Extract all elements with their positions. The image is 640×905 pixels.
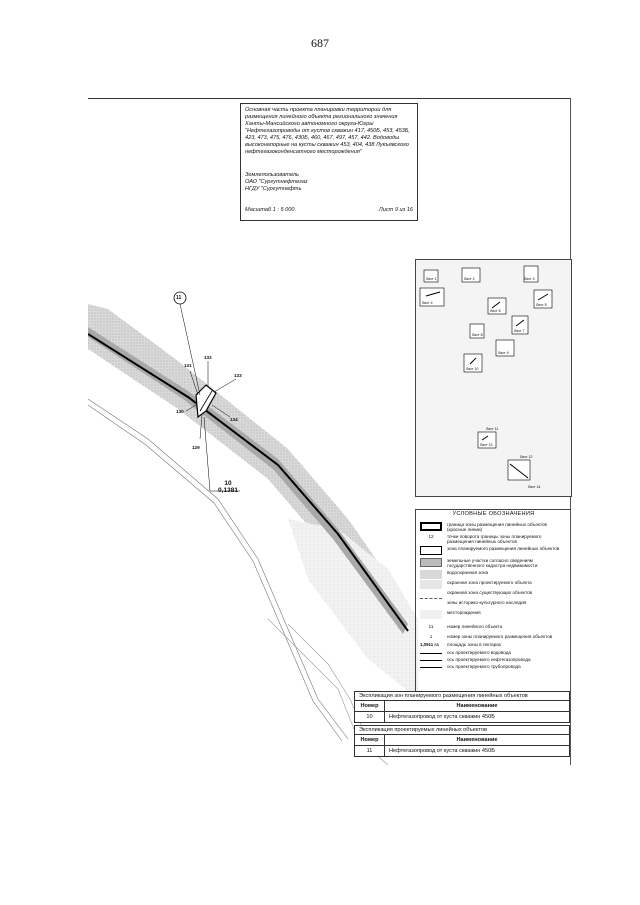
point-label-133: 133 xyxy=(234,373,242,378)
objects-row-name: Нефтегазопровод от куста скважин 450Б xyxy=(389,748,495,754)
zones-row-name: Нефтегазопровод от куста скважин 450Б xyxy=(389,714,495,720)
inset-sheet-5: Лист 5 xyxy=(536,303,547,307)
objects-col-name: Наименование xyxy=(385,735,569,746)
zone-area: 0,1381 xyxy=(218,487,238,494)
inset-sheet-7: Лист 7 xyxy=(514,329,525,333)
map-scale: Масштаб 1 : 5 000 xyxy=(245,207,295,213)
map-circle-label: 11 xyxy=(176,295,182,301)
owner-division: НГДУ "Сургутнефть xyxy=(245,186,302,192)
legend-item: земельные участки согласно сведениям государственного кадастра недвижимости xyxy=(420,558,567,569)
zones-table xyxy=(354,691,570,723)
objects-row-number: 11 xyxy=(355,746,385,756)
legend-item: 12 точки поворота границы зоны планируемого размещения линейных объектов xyxy=(428,534,542,545)
legend-item: ось проектируемого трубопровода xyxy=(420,664,567,669)
legend-point-number: 12 xyxy=(428,534,434,539)
objects-table-caption: Экспликация проектируемых линейных объектов xyxy=(355,726,569,735)
legend-item: ось проектируемого нефтегазопровода xyxy=(420,657,567,662)
land-area xyxy=(288,519,418,699)
inset-sheet-4: Лист 4 xyxy=(422,301,433,305)
zone-number: 10 xyxy=(224,480,232,487)
legend-item: охранная зона существующих объектов xyxy=(420,590,567,599)
sheet-number: Лист 9 из 16 xyxy=(378,207,413,213)
legend-item: граница зоны размещения линейных объектов (красные линии) xyxy=(420,522,567,533)
road-line-2 xyxy=(88,405,342,741)
legend-item: охранная зона проектируемого объекта xyxy=(420,580,567,589)
legend-item: 1 номер зоны планируемого размещения объектов xyxy=(429,634,553,639)
map-sheet xyxy=(88,98,571,765)
legend-area-sample: 1,0911 га xyxy=(420,642,439,647)
owner-label: Землепользователь xyxy=(245,172,299,178)
zones-table-caption: Экспликация зон планируемого размещения линейных объектов xyxy=(355,692,569,701)
legend-item: ось проектируемого водовода xyxy=(420,650,567,655)
legend-object-number: 11 xyxy=(428,624,434,629)
project-title: Основная часть проекта планировки территории для размещения линейного объекта регионального значения Ханты-Мансийского автономного округа-Югры "Нефтегазопроводы от кустов скважин 417, 450Б, 453, 453Б, 423, 473, 475, 476, 430Б, 460, 467, 497, 457, 442. Водоводы высоконапорные на кусты скважин 453, 404, 438 Лукъявского нефтегазоконденсатного месторождения" xyxy=(245,107,410,155)
inset-sheet-1: Лист 1 xyxy=(426,277,437,281)
point-label-131: 131 xyxy=(184,363,192,368)
page-number: 687 xyxy=(311,36,329,50)
legend-item: месторождения xyxy=(420,610,567,619)
point-label-130: 130 xyxy=(176,409,184,414)
legend-item: 11 номер линейного объекта xyxy=(428,624,503,629)
zones-row-number: 10 xyxy=(355,712,385,722)
legend-item: водоохранная зона xyxy=(420,570,567,579)
objects-table xyxy=(354,725,570,757)
legend-title: УСЛОВНЫЕ ОБОЗНАЧЕНИЯ xyxy=(452,511,535,517)
overview-map xyxy=(416,260,571,496)
point-label-134: 134 xyxy=(230,417,238,422)
inset-sheet-3: Лист 3 xyxy=(524,277,535,281)
zone-number-label xyxy=(216,480,240,494)
point-label-132: 132 xyxy=(204,355,212,360)
inset-sheet-6: Лист 6 xyxy=(490,309,501,313)
zones-col-number: Номер xyxy=(355,701,385,712)
inset-sheet-11: Лист 11 xyxy=(486,427,499,431)
zones-col-name: Наименование xyxy=(385,701,569,712)
inset-sheet-2: Лист 2 xyxy=(464,277,475,281)
overview-inset xyxy=(415,259,572,497)
point-label-129: 129 xyxy=(192,445,200,450)
objects-col-number: Номер xyxy=(355,735,385,746)
legend-zone-number: 1 xyxy=(429,634,433,639)
inset-sheet-9: Лист 9 xyxy=(498,351,509,355)
legend-item: зона планируемого размещения линейных объектов xyxy=(420,546,567,555)
legend xyxy=(415,509,571,694)
inset-sheet-14: Лист 14 xyxy=(528,485,541,489)
legend-item: зоны историко-культурного наследия xyxy=(447,600,527,605)
owner-company: ОАО "Сургутнефтегаз xyxy=(245,179,308,185)
explication-tables xyxy=(354,691,570,759)
inset-sheet-8: Лист 8 xyxy=(472,333,483,337)
inset-sheet-10: Лист 10 xyxy=(466,367,479,371)
inset-sheet-12: Лист 12 xyxy=(520,455,533,459)
legend-item: 1,0911 га площадь зоны в гектарах xyxy=(420,642,502,647)
inset-sheet-13: Лист 13 xyxy=(480,443,493,447)
title-block xyxy=(240,103,418,221)
